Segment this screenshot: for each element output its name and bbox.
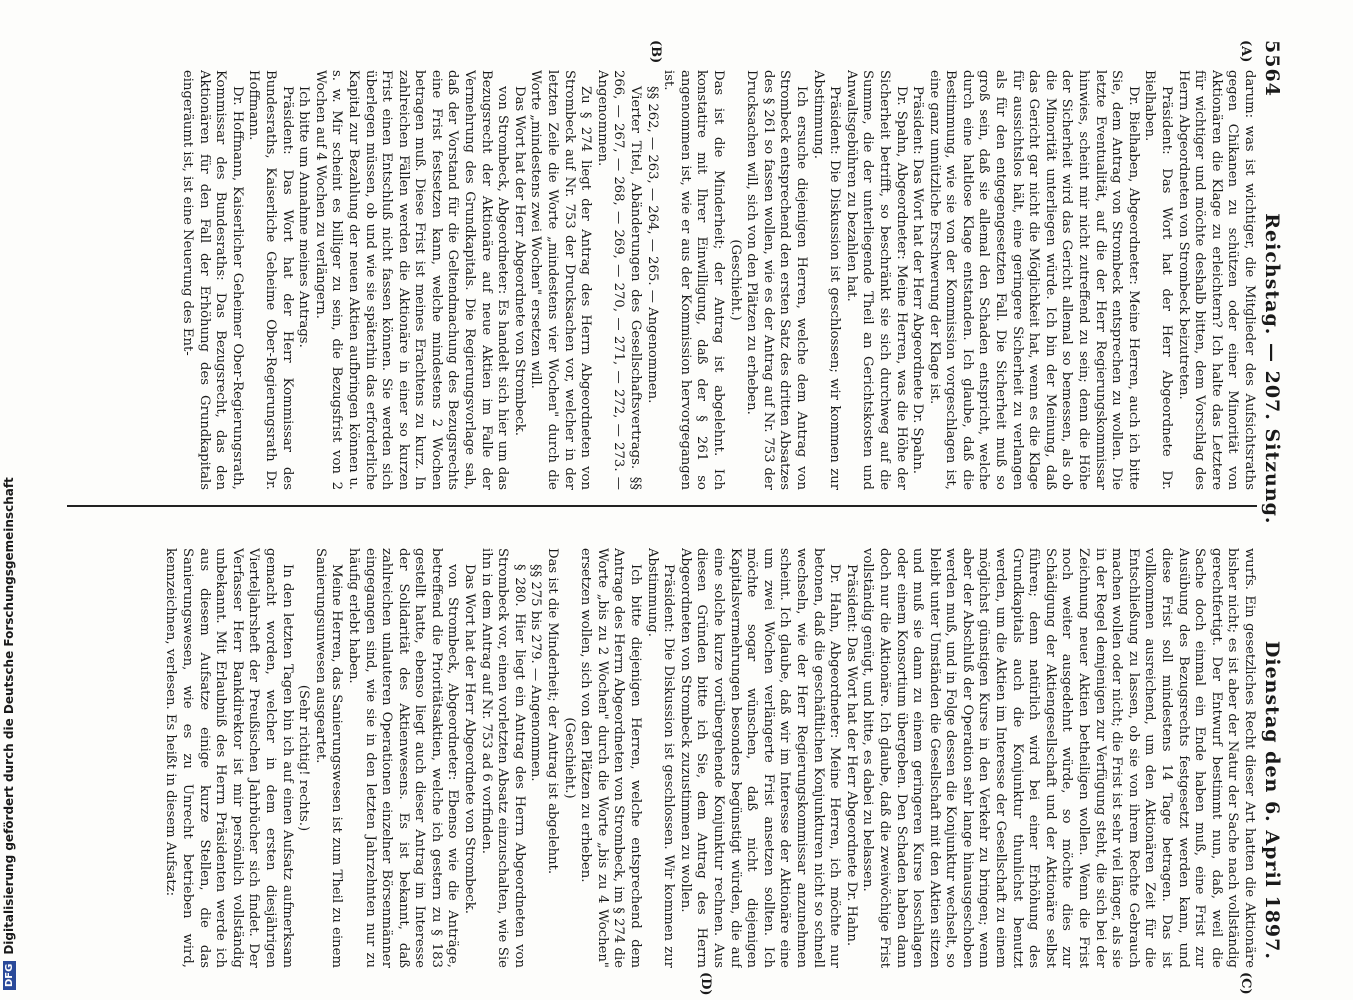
paragraph: §§ 275 bis 279. — Angenommen. (528, 564, 544, 782)
paragraph: Zu § 274 liegt der Antrag des Herrn Abgeordneten von Strombeck auf Nr. 753 der Drucksachen vor, welcher in der letzten Zeile die Worte „mindestens vier Wochen" durch die Worte „mindestens zwei Wochen" ersetzen will. (528, 70, 594, 490)
paragraph: (Sehr richtig! rechts.) (296, 684, 312, 832)
digitization-credit (2, 477, 16, 990)
paragraph: (Geschieht.) (561, 717, 577, 799)
paragraph: von Strombeck, Abgeordneter: Ebenso wie die Anträge, betreffend die Prioritätsaktien, welche ich gestern zu § 183 gestellt hatte, ebenso liegt auch dieser Antrag im Interesse der Solidarität des Aktienwesens. Es ist bekannt, daß zahlreichen unlauteren Operationen einzelner Börsenmänner eingegangen sind, wie sie in den letzten Jahrzehnten nur zu häufig erlebt haben. (345, 548, 461, 968)
paragraph: von Strombeck, Abgeordneter: Es handelt sich hier um das Bezugsrecht der Aktionäre auf neue Aktien im Falle der Vermehrung des Grundkapitals. Die Regierungsvorlage sah, daß der Vorstand für die Geltendmachung des Bezugsrechts eine Frist festsetzen kann, welche mindestens 2 Wochen betragen muß. Diese Frist ist meines Erachtens zu kurz. In zahlreichen Fällen werden die Aktionäre in einer so kurzen Frist einen Entschluß nicht fassen können. Sie werden sich überlegen müssen, ob und wie sie späterhin das erforderliche Kapital zur Bezahlung der neuen Aktien aufbringen können u. s. w. Mir scheint es billiger zu sein, die Bezugsfrist von 2 Wochen auf 4 Wochen zu verlängern. (312, 70, 511, 490)
margin-mark-b: (B) (648, 40, 663, 64)
paragraph: darum: was ist wichtiger, die Mitglieder des Aufsichtsraths gegen Chikanen zu schützen oder einer Minorität von Aktionären die Klage zu erleichtern? Ich halte das Letztere für wichtiger und möchte deshalb bitten, dem Vorschlag des Herrn Abgeordneten von Strombeck beizutreten. (1175, 70, 1257, 490)
paragraph: Präsident: Das Wort hat der Herr Abgeordnete Dr. Spahn. (910, 86, 926, 474)
margin-mark-d: (D) (698, 972, 713, 996)
paragraph: Das ist die Minderheit; der Antrag ist abgelehnt. Ich konstatire mit Ihrer Einwilligung, daß der § 261 so angenommen ist, wie er aus der Kommission hervorgegangen ist. (661, 70, 726, 490)
paragraph: Präsident: Die Diskussion ist geschlossen; wir kommen zur Abstimmung. (810, 70, 843, 490)
paragraph: Ich ersuche diejenigen Herren, welche dem Antrag von Strombeck entsprechend den ersten Satz des dritten Absatzes des § 261 so fassen wollen, wie es der Antrag auf Nr. 753 der Drucksachen will, sich von den Plätzen zu erheben. (744, 70, 809, 490)
paragraph: wurfs. Ein gesetzliches Recht dieser Art hatten die Aktionäre bisher nicht; es ist aber der Natur der Sache nach vollständig gerechtfertigt. Der Entwurf bestimmt nun, daß, weil die Sache doch einmal ein Ende haben muß, eine Frist zur Ausübung des Bezugsrechts festgesetzt werden kann, und diese Frist soll mindestens 14 Tage betragen. Das ist vollkommen ausreichend, um den Aktionären Zeit für die Entschließung zu lassen, ob sie von ihrem Rechte Gebrauch machen wollen oder nicht; die Frist ist sehr viel länger, als sie in der Regel demjenigen zur Verfügung steht, die sich bei der Zeichnung neuer Aktien betheiligen wollen. Wenn die Frist noch weiter ausgedehnt würde, so möchte dies zur Schädigung der Aktiengesellschaft und der Aktionäre selbst führen; denn natürlich wird bei einer Erhöhung des Grundkapitals auch die Konjunktur thunlichst benutzt werden, um die Aktien im Interesse der Gesellschaft zu einem möglichst günstigen Kurse in den Verkehr zu bringen; wenn aber der Abschluß der Operation sehr lange hinausgeschoben werden muß, und in Folge dessen die Konjunktur wechselt, so bleibt unter Umständen die Gesellschaft mit den Aktien sitzen und muß sie dann zu einem geringeren Kurse losschlagen oder einem Konsortium übergeben. Den Schaden haben dann doch nur die Aktionäre. Ich glaube, daß die zweiwöchige Frist vollständig genügt, und bitte, es dabei zu belassen. (860, 548, 1257, 968)
paragraph: Das ist die Minderheit; der Antrag ist abgelehnt. (545, 548, 561, 875)
paragraph: Dr. Spahn, Abgeordneter: Meine Herren, was die Höhe der Sicherheit betrifft, so beschränkt sie sich durchweg auf die Summe, die der unterliegende Theil an Gerichtskosten und Anwaltsgebühren zu bezahlen hat. (843, 70, 909, 490)
right-text-column (77, 548, 1257, 968)
page-number: 5564 (1261, 40, 1283, 97)
paragraph: §§ 262, — 263, — 264, — 265. — Angenommen. (644, 86, 660, 404)
margin-mark-c: (C) (1238, 972, 1253, 995)
paragraph: Dr. Bielhaben, Abgeordneter: Meine Herren, auch ich bitte Sie, dem Antrag von Strombeck entsprechen zu wollen. Die letzte Eventualität, auf die der Herr Regierungskommissar hinwies, scheint mir nicht zutreffend zu sein; denn die Höhe der Sicherheit wird das Gericht allemal so bemessen, als ob die Minorität unterliegen würde. Ich bin der Meinung, daß das Gericht gar nicht die Möglichkeit hat, wenn es die Klage für aussichtslos hält, eine geringere Sicherheit zu verlangen als für den entgegengesetzten Fall. Die Sicherheit muß so groß sein, daß sie allemal den Schaden entspricht, welche durch eine haltlose Klage entstanden. Ich glaube, daß die Bestimmung, wie sie von der Kommission vorgeschlagen ist, eine ganz unnützliche Erschwerung der Klage ist. (926, 70, 1141, 490)
dfg-logo: DFG (3, 961, 16, 990)
paragraph: Präsident: Das Wort hat der Herr Abgeordnete Dr. Bielhaben. (1142, 70, 1175, 490)
paragraph: § 280. Hier liegt ein Antrag des Herrn Abgeordneten von Strombeck vor, einen vorletzten Absatz einzuschalten, wie Sie ihn in dem Antrag auf Nr. 753 ad 6 vorfinden. (478, 548, 527, 968)
paragraph: Das Wort hat der Herr Abgeordnete von Strombeck. (462, 564, 478, 914)
margin-mark-a: (A) (1238, 40, 1253, 63)
paragraph: Vierter Titel, Abänderungen des Gesellschaftsvertrags. §§ 266, — 267, — 268, — 269, — 270, — 271, — 272, — 273. — Angenommen. (594, 70, 644, 490)
left-text-column (77, 70, 1257, 490)
paragraph: (Geschieht.) (727, 239, 743, 321)
session-date: Dienstag den 6. April 1897. (1261, 640, 1283, 960)
paragraph: Dr. Hahn, Abgeordneter: Meine Herren, ich möchte nur betonen, daß die geschäftlichen Konjunkturen nicht so schnell wechseln, wie der Herr Regierungskommissar anzunehmen scheint. Ich glaube, daß wir im Interesse der Aktionäre eine um zwei Wochen verlängerte Frist ansetzen sollten. Ich möchte sogar wünschen, daß nicht diejenigen Kapitalsvermehrungen besonders begünstigt würden, die auf eine solche kurze vorübergehende Konjunktur rechnen. Aus diesen Gründen bitte ich Sie, dem Antrag des Herrn Abgeordneten von Strombeck zuzustimmen zu wollen. (677, 548, 843, 968)
paragraph: Das Wort hat der Herr Abgeordnete von Strombeck. (511, 86, 527, 436)
paragraph: Ich bitte diejenigen Herren, welche entsprechend dem Antrage des Herrn Abgeordneten von Strombeck, im § 274 die Worte „bis zu 2 Wochen" durch die Worte „bis zu 4 Wochen" ersetzen wollen, sich von den Plätzen zu erheben. (578, 548, 644, 968)
paragraph: Präsident: Das Wort hat der Herr Abgeordnete Dr. Hahn. (843, 564, 859, 947)
paragraph: Ich bitte um Annahme meines Antrags. (296, 86, 312, 348)
paragraph: Meine Herren, das Sanierungswesen ist zum Theil zu einem Sanierungsunwesen ausgeartet. (312, 548, 345, 968)
session-title: Reichstag. — 207. Sitzung. (1261, 213, 1283, 525)
credit-text: Digitalisierung gefördert durch die Deutsche Forschungsgemeinschaft (2, 477, 16, 955)
paragraph: In den letzten Tagen bin ich auf einen Aufsatz aufmerksam gemacht worden, welcher in dem ersten diesjährigen Vierteljahrsheft der Preußischen Jahrbücher sich findet. Der Verfasser Herr Bankdirektor ist mir persönlich vollständig unbekannt. Mit Erlaubniß des Herrn Präsidenten werde ich aus diesem Aufsatze einige kurze Stellen, die das Sanierungswesen, wie es zu Unrecht betrieben wird, kennzeichnen, verlesen. Es heißt in diesem Aufsatz: (163, 548, 295, 968)
page-header (1257, 40, 1287, 960)
paragraph: Präsident: Die Diskussion ist geschlossen. Wir kommen zur Abstimmung. (644, 548, 677, 968)
paragraph: Präsident: Das Wort hat der Herr Kommissar des Bundesraths, Kaiserliche Geheime Ober-Regierungsrath Dr. Hoffmann. (246, 70, 295, 490)
column-divider (67, 505, 1257, 507)
paragraph: Dr. Hoffmann, Kaiserlicher Geheimer Ober-Regierungsrath, Kommissar des Bundesraths: Das Bezugsrecht, das den Aktionären für den Fall der Erhöhung des Grundkapitals eingeräumt ist, ist eine Neuerung des Ent- (180, 70, 245, 490)
